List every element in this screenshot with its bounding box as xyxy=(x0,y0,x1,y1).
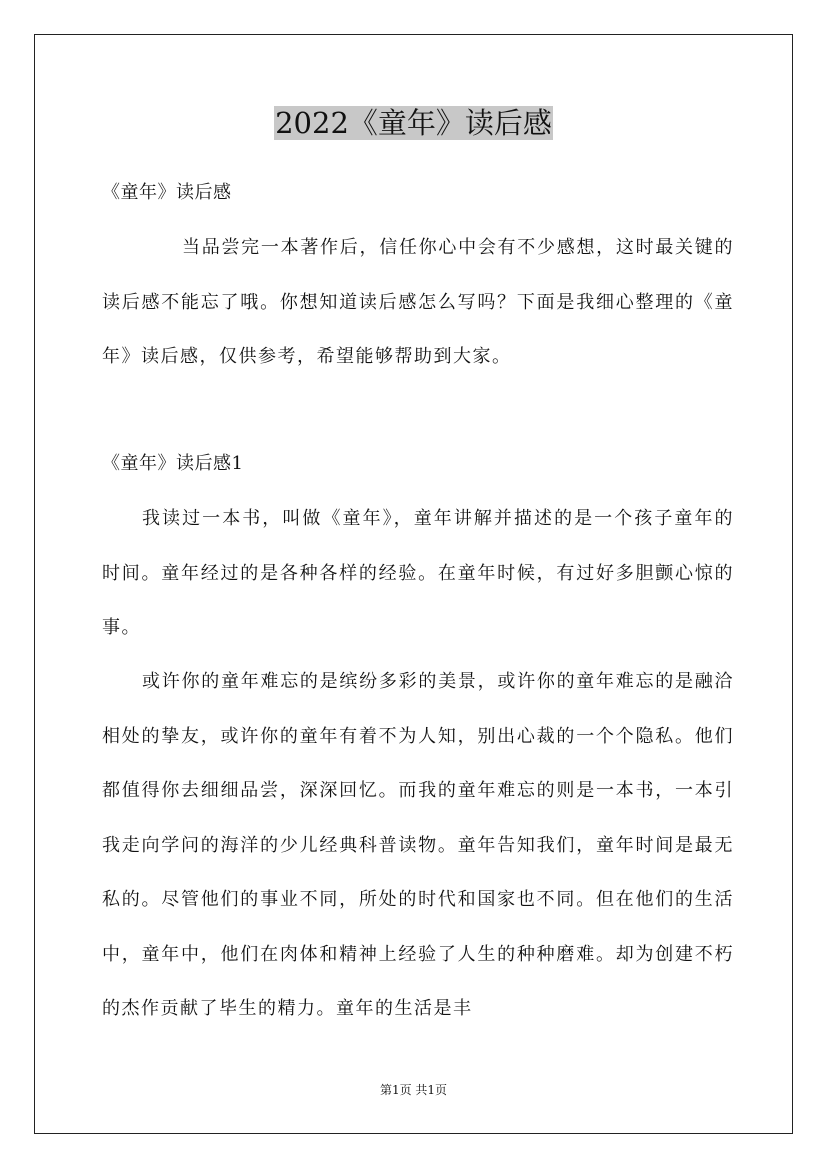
page-footer: 第1页 共1页 xyxy=(379,1083,448,1097)
document-title xyxy=(0,103,827,143)
body-paragraph-2: 或许你的童年难忘的是缤纷多彩的美景，或许你的童年难忘的是融洽相处的挚友，或许你的童年有着不为人知，别出心裁的一个个隐私。他们都值得你去细细品尝，深深回忆。而我的童年难忘的则是一本书，一本引我走向学问的海洋的少儿经典科普读物。童年告知我们，童年时间是最无私的。尽管他们的事业不同，所处的时代和国家也不同。但在他们的生活中，童年中，他们在肉体和精神上经验了人生的种种磨难。却为创建不朽的杰作贡献了毕生的精力。童年的生活是丰 xyxy=(102,671,734,1019)
document-title-text: 2022《童年》读后感 xyxy=(275,106,552,140)
body-paragraph-1: 我读过一本书，叫做《童年》，童年讲解并描述的是一个孩子童年的时间。童年经过的是各种各样的经验。在童年时候，有过好多胆颤心惊的事。 xyxy=(102,508,734,638)
document-subtitle: 《童年》读后感 xyxy=(102,182,232,203)
intro-paragraph: 当品尝完一本著作后，信任你心中会有不少感想，这时最关键的读后感不能忘了哦。你想知道读后感怎么写吗？下面是我细心整理的《童年》读后感，仅供参考，希望能够帮助到大家。 xyxy=(102,237,734,367)
section-heading: 《童年》读后感1 xyxy=(102,453,244,474)
